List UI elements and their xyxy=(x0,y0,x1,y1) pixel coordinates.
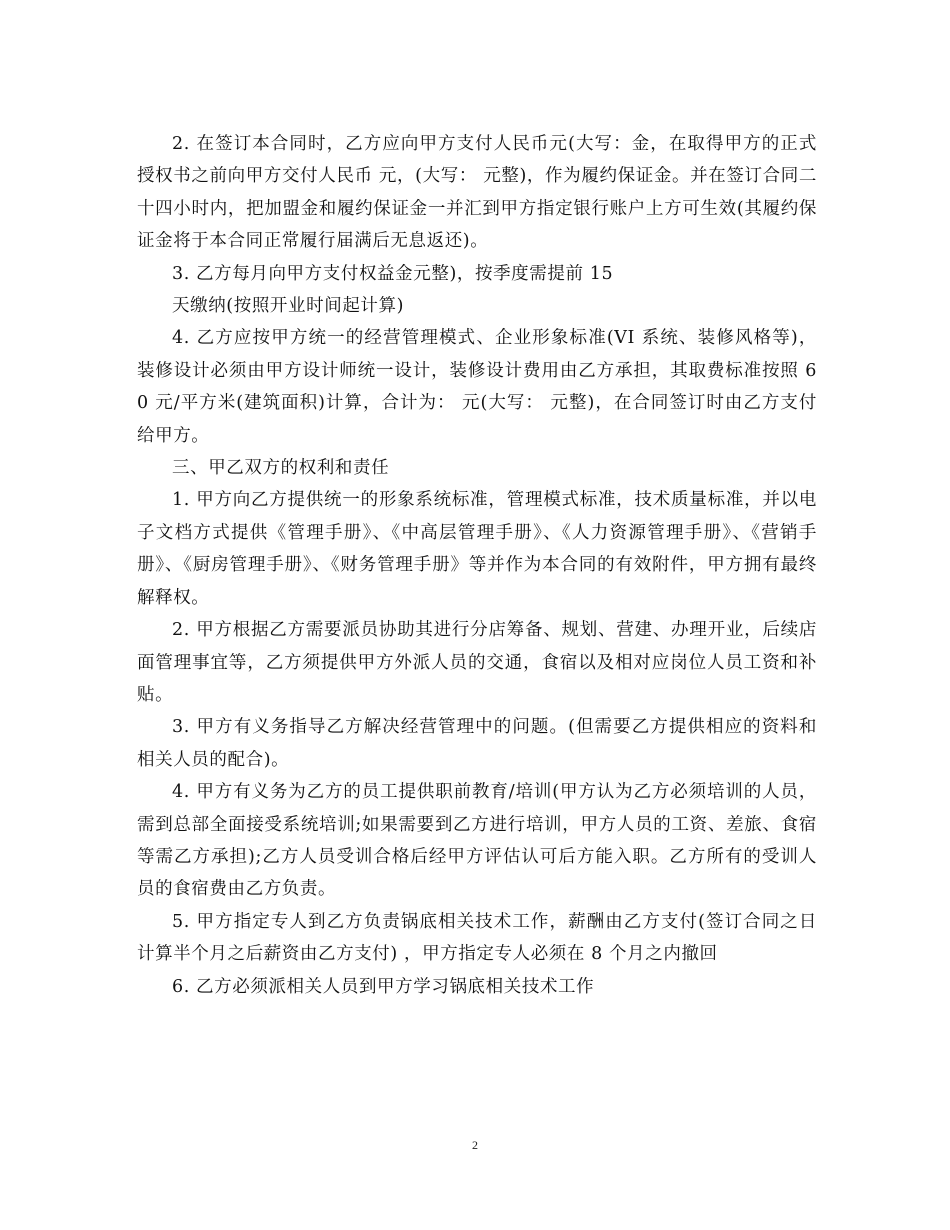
document-body xyxy=(137,128,817,1003)
paragraph-learning-technique: 6. 乙方必须派相关人员到甲方学习锅底相关技术工作 xyxy=(172,976,595,997)
section-heading-rights-responsibilities: 三、甲乙双方的权利和责任 xyxy=(172,458,390,479)
paragraph-staff-training: 4. 甲方有义务为乙方的员工提供职前教育/培训(甲方认为乙方必须培训的人员，需到总部全面接受系统培训;如果需要到乙方进行培训，甲方人员的工资、差旅、食宿等需乙方承担);乙方人员受训合格后经甲方评估认可后方能入职。乙方所有的受训人员的食宿费由乙方负责。 xyxy=(137,782,817,900)
paragraph-payment-deposit: 2. 在签订本合同时，乙方应向甲方支付人民币元(大写：金，在取得甲方的正式授权书之前向甲方交付人民币 元，(大写： 元整)，作为履约保证金。并在签订合同二十四小时内，把加盟金和履约保证金一并汇到甲方指定银行账户上方可生效(其履约保证金将于本合同正常履行届满后无息返还)。 xyxy=(137,134,817,252)
paragraph-management-guidance: 3. 甲方有义务指导乙方解决经营管理中的问题。(但需要乙方提供相应的资料和相关人员的配合)。 xyxy=(137,717,817,770)
paragraph-standards-manuals: 1. 甲方向乙方提供统一的形象系统标准，管理模式标准，技术质量标准，并以电子文档方式提供《管理手册》、《中高层管理手册》、《人力资源管理手册》、《营销手册》、《厨房管理手册》、《财务管理手册》等并作为本合同的有效附件，甲方拥有最终解释权。 xyxy=(137,490,817,608)
paragraph-staff-assistance: 2. 甲方根据乙方需要派员协助其进行分店筹备、规划、营建、办理开业，后续店面管理事宜等，乙方须提供甲方外派人员的交通，食宿以及相对应岗位人员工资和补贴。 xyxy=(137,620,817,705)
paragraph-decoration-design: 4. 乙方应按甲方统一的经营管理模式、企业形象标准(VI 系统、装修风格等)，装修设计必须由甲方设计师统一设计，装修设计费用由乙方承担，其取费标准按照 60 元/平方米(建筑面积)计算，合计为： 元(大写： 元整)，在合同签订时由乙方支付给甲方。 xyxy=(137,328,817,446)
paragraph-monthly-fee-continued: 天缴纳(按照开业时间起计算) xyxy=(172,296,405,317)
paragraph-monthly-fee: 3. 乙方每月向甲方支付权益金元整)，按季度需提前 15 xyxy=(172,263,614,284)
page-number: 2 xyxy=(472,1138,478,1152)
paragraph-technical-staff: 5. 甲方指定专人到乙方负责锅底相关技术工作，薪酬由乙方支付(签订合同之日计算半个月之后薪资由乙方支付) ，甲方指定专人必须在 8 个月之内撤回 xyxy=(137,911,817,965)
